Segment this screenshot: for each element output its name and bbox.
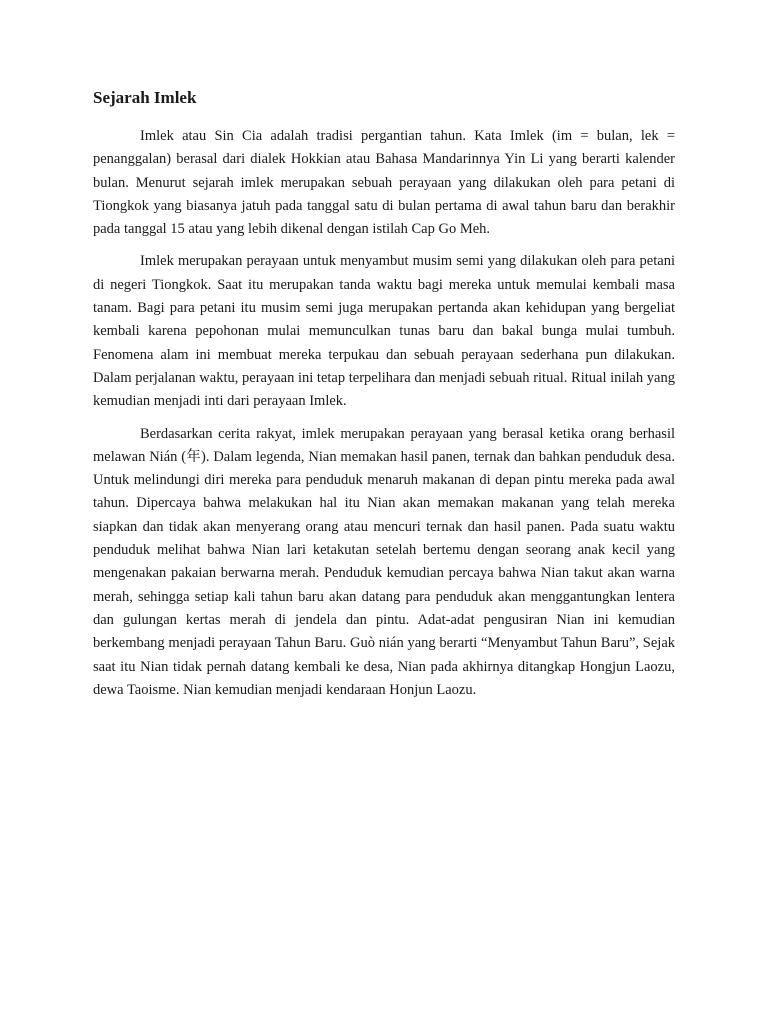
paragraph-3: Berdasarkan cerita rakyat, imlek merupakan perayaan yang berasal ketika orang berhasil melawan Nián (年). Dalam legenda, Nian memakan hasil panen, ternak dan bahkan penduduk desa. Untuk melindungi diri mereka para penduduk menaruh makanan di depan pintu mereka pada awal tahun. Dipercaya bahwa melakukan hal itu Nian akan memakan makanan yang telah mereka siapkan dan tidak akan menyerang orang atau mencuri ternak dan hasil panen. Pada suatu waktu penduduk melihat bahwa Nian lari ketakutan setelah bertemu dengan seorang anak kecil yang mengenakan pakaian berwarna merah. Penduduk kemudian percaya bahwa Nian takut akan warna merah, sehingga setiap kali tahun baru akan datang para penduduk akan menggantungkan lentera dan gulungan kertas merah di jendela dan pintu. Adat-adat pengusiran Nian ini kemudian berkembang menjadi perayaan Tahun Baru. Guò nián yang berarti “Menyambut Tahun Baru”, Sejak saat itu Nian tidak pernah datang kembali ke desa, Nian pada akhirnya ditangkap Hongjun Laozu, dewa Taoisme. Nian kemudian menjadi kendaraan Honjun Laozu. xyxy=(93,425,675,698)
document-title: Sejarah Imlek xyxy=(93,88,197,107)
paragraph-2: Imlek merupakan perayaan untuk menyambut musim semi yang dilakukan oleh para petani di negeri Tiongkok. Saat itu merupakan tanda waktu bagi mereka untuk memulai kembali masa tanam. Bagi para petani itu musim semi juga merupakan pertanda akan kehidupan yang bergeliat kembali karena pepohonan mulai memunculkan tunas baru dan bakal bunga mulai tumbuh. Fenomena alam ini membuat mereka terpukau dan sebuah perayaan sederhana pun dilakukan. Dalam perjalanan waktu, perayaan ini tetap terpelihara dan menjadi sebuah ritual. Ritual inilah yang kemudian menjadi inti dari perayaan Imlek. xyxy=(93,253,675,410)
document-page xyxy=(93,84,675,711)
paragraph-1: Imlek atau Sin Cia adalah tradisi pergantian tahun. Kata Imlek (im = bulan, lek = penanggalan) berasal dari dialek Hokkian atau Bahasa Mandarinnya Yin Li yang berarti kalender bulan. Menurut sejarah imlek merupakan sebuah perayaan yang dilakukan oleh para petani di Tiongkok yang biasanya jatuh pada tanggal satu di bulan pertama di awal tahun baru dan berakhir pada tanggal 15 atau yang lebih dikenal dengan istilah Cap Go Meh. xyxy=(93,128,675,238)
